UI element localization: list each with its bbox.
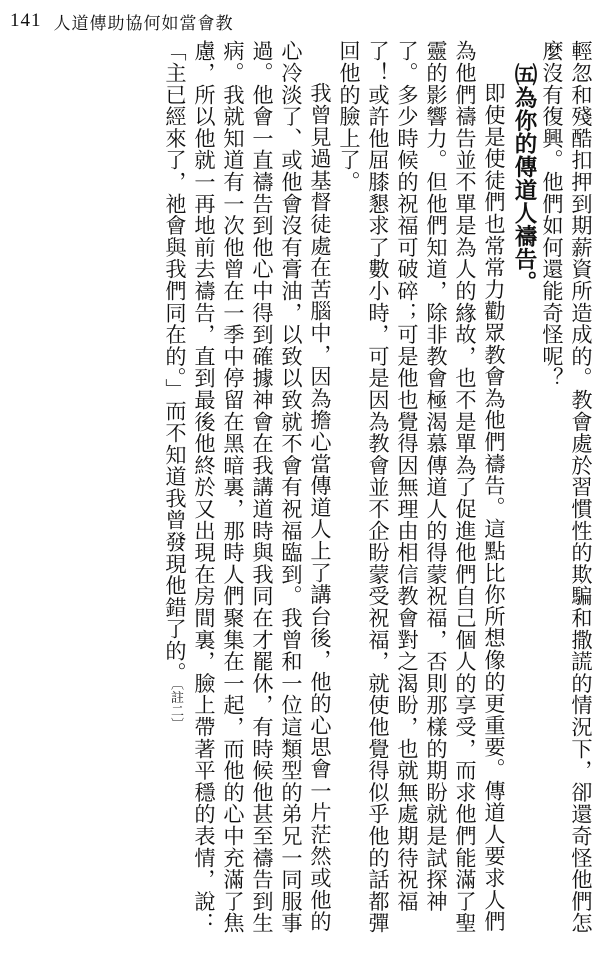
paragraph-continuation: 輕忽和殘酷扣押到期薪資所造成的。教會處於習慣性的欺騙和撒謊的情況下，卻還奇怪他們怎麼沒有復興。他們如何還能奇怪呢？ [540,40,594,934]
running-title: 人道傳助協何如當會教 [53,13,234,34]
paragraph-text: 我曾見過基督徒處在苦腦中，因為擔心當傳道人上了講台後，他的心思會一片茫然或他的心冷淡了、或他會沒有膏油，以致以致就不會有祝福臨到。我曾和一位這類型的弟兄一同服事過。他會一直禱告到他心中得到確據神會在我講道時與我同在才罷休，有時候他甚至禱告到生病。我就知道有一次他曾在一季中停留在黑暗裏，那時人們聚集在一起，而他的心中充滿了焦慮，所以他就一再地前去禱告，直到最後他終於又出現在房間裏，臉上帶著平穩的表情，說：「主已經來了，祂會與我們同在的。」而不知道我曾發現他錯了的。 [163,40,333,934]
page-header [10,8,234,34]
paragraph-brother-example [161,40,335,953]
paragraph-prayer-apostles: 即使是使徒們也常常力勸眾教會為他們禱告。這點比你所想像的更重要。傳道人要求人們為他們禱告並不單是為人的緣故，也不是單為了促進他們自己個人的享受，而求他們能滿了聖靈的影響力。但他們知道，除非教會極渴慕傳道人的得蒙祝福，否則那樣的期盼就是試探神了。多少時候的祝福可破碎；可是他也覺得因無理由相信教會對之渴盼，也就無處期待祝福了！或許他屈膝懇求了數小時，可是因為教會並不企盼蒙受祝福，就使他覺得似乎他的話都彈回他的臉上了。 [337,40,507,934]
body-text [4,40,596,953]
page-number: 141 [10,10,42,31]
footnote-marker: 〔註二〕 [168,683,183,732]
section-heading: ㈤為你的傳道人禱告。 [511,62,537,294]
